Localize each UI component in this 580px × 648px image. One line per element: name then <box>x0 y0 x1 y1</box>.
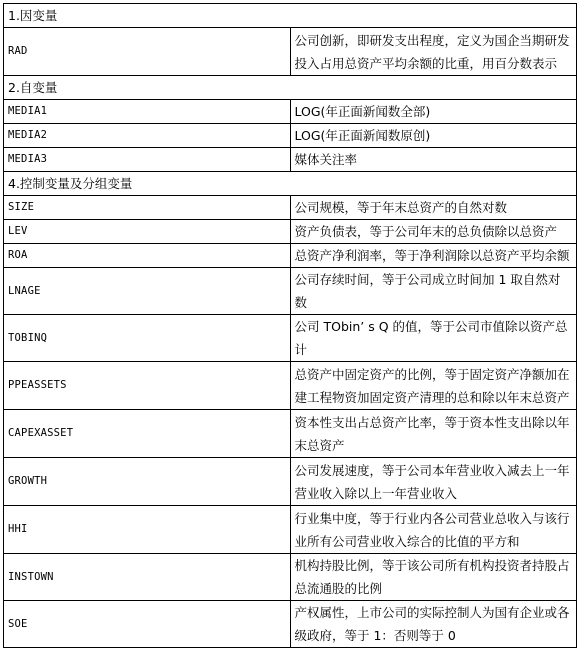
variable-description: 资产负债表，等于公司年末的总负债除以总资产 <box>290 220 577 244</box>
table-row <box>4 148 577 172</box>
table-row <box>4 458 577 506</box>
variable-code: RAD <box>4 28 291 76</box>
table-row <box>4 100 577 124</box>
section-title-independent: 2.自变量 <box>4 76 577 100</box>
variable-code: INSTOWN <box>4 554 291 601</box>
variable-description: 公司创新，即研发支出程度，定义为国企当期研发投入占用总资产平均余额的比重，用百分数表示 <box>290 28 577 76</box>
variable-code: LNAGE <box>4 268 291 315</box>
table-row <box>4 315 577 362</box>
variable-code: MEDIA3 <box>4 148 291 172</box>
variable-description: 公司存续时间，等于公司成立时间加 1 取自然对数 <box>290 268 577 315</box>
variable-code: CAPEXASSET <box>4 410 291 458</box>
table-row <box>4 410 577 458</box>
variable-description: 总资产中固定资产的比例，等于固定资产净额加在建工程物资加固定资产清理的总和除以年末总资产 <box>290 362 577 410</box>
section-header-row <box>4 76 577 100</box>
variable-definitions-table <box>3 3 577 648</box>
variable-code: MEDIA2 <box>4 124 291 148</box>
variable-code: HHI <box>4 506 291 554</box>
table-row <box>4 28 577 76</box>
variable-code: MEDIA1 <box>4 100 291 124</box>
table-row <box>4 362 577 410</box>
variable-description: 媒体关注率 <box>290 148 577 172</box>
variable-code: SOE <box>4 601 291 648</box>
table-row <box>4 601 577 648</box>
table-row <box>4 244 577 268</box>
variable-description: 公司 TObin’ s Q 的值，等于公司市值除以资产总计 <box>290 315 577 362</box>
variable-description: 资本性支出占总资产比率，等于资本性支出除以年末总资产 <box>290 410 577 458</box>
table-row <box>4 506 577 554</box>
variable-code: TOBINQ <box>4 315 291 362</box>
variable-code: SIZE <box>4 196 291 220</box>
variable-description: LOG(年正面新闻数原创) <box>290 124 577 148</box>
section-title-dependent: 1.因变量 <box>4 4 577 28</box>
variable-description: 行业集中度，等于行业内各公司营业总收入与该行业所有公司营业收入综合的比值的平方和 <box>290 506 577 554</box>
table-row <box>4 196 577 220</box>
variable-description: 产权属性，上市公司的实际控制人为国有企业或各级政府，等于 1：否则等于 0 <box>290 601 577 648</box>
table-row <box>4 268 577 315</box>
variable-code: GROWTH <box>4 458 291 506</box>
section-header-row <box>4 172 577 196</box>
table-row <box>4 554 577 601</box>
variable-code: ROA <box>4 244 291 268</box>
table-row <box>4 124 577 148</box>
variable-description: 公司发展速度，等于公司本年营业收入减去上一年营业收入除以上一年营业收入 <box>290 458 577 506</box>
section-title-control: 4.控制变量及分组变量 <box>4 172 577 196</box>
variable-description: LOG(年正面新闻数全部) <box>290 100 577 124</box>
variable-description: 机构持股比例，等于该公司所有机构投资者持股占总流通股的比例 <box>290 554 577 601</box>
table-row <box>4 220 577 244</box>
variable-code: PPEASSETS <box>4 362 291 410</box>
variable-description: 总资产净利润率，等于净利润除以总资产平均余额 <box>290 244 577 268</box>
variable-description: 公司规模，等于年末总资产的自然对数 <box>290 196 577 220</box>
section-header-row <box>4 4 577 28</box>
variable-definitions-document <box>3 3 577 648</box>
variable-code: LEV <box>4 220 291 244</box>
